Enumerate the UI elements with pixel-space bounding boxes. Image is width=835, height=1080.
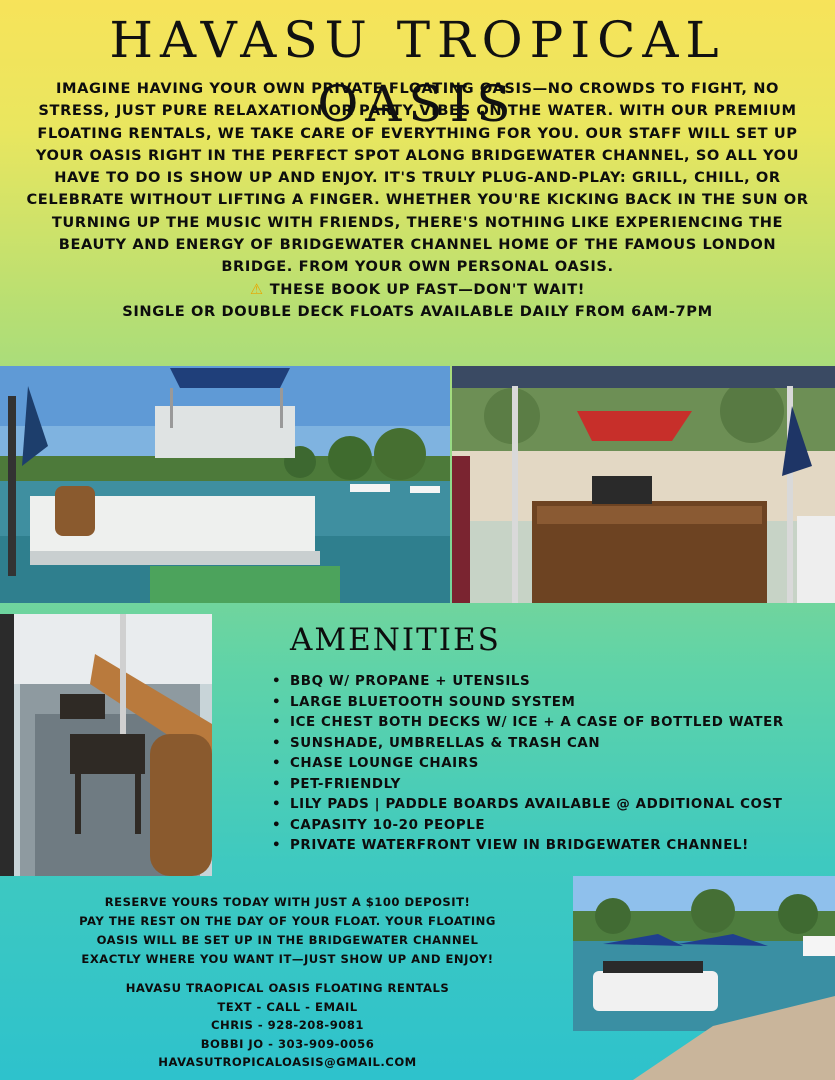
reserve-line: EXACTLY WHERE YOU WANT IT—JUST SHOW UP AND ENJOY!	[81, 952, 494, 966]
warning-line	[22, 279, 813, 301]
reserve-line: PAY THE REST ON THE DAY OF YOUR FLOAT. YOUR FLOATING	[79, 914, 496, 928]
bullet-icon: •	[272, 756, 282, 771]
intro-text	[22, 78, 813, 362]
bullet-icon: •	[272, 817, 282, 833]
upper-deck-bar-photo	[0, 614, 212, 876]
bullet-icon: •	[272, 797, 282, 812]
phone-bobbi: BOBBI JO - 303-909-0056	[200, 1036, 375, 1051]
availability-text: SINGLE OR DOUBLE DECK FLOATS AVAILABLE DAILY FROM 6AM-7PM	[122, 302, 713, 320]
bullet-icon: •	[272, 715, 282, 730]
list-item: • ICE CHEST BOTH DECKS W/ ICE + A CASE OF BOTTLED WATER	[272, 713, 817, 734]
double-deck-float-photo	[0, 366, 450, 603]
bullet-icon: •	[272, 674, 282, 689]
deck-grill-photo	[452, 366, 835, 603]
bullet-icon: •	[272, 838, 282, 853]
list-item: • SUNSHADE, UMBRELLAS & TRASH CAN	[272, 734, 817, 755]
list-item: • PRIVATE WATERFRONT VIEW IN BRIDGEWATER CHANNEL!	[272, 836, 817, 857]
list-item: • CHASE LOUNGE CHAIRS	[272, 754, 817, 775]
intro-paragraph: IMAGINE HAVING YOUR OWN PRIVATE FLOATING OASIS—NO CROWDS TO FIGHT, NO STRESS, JUST PURE RELAXATION OR PARTY VIBES ON THE WATER. WITH OUR PREMIUM FLOATING RENTALS, WE TAKE CARE OF EVERYTHING FOR YOU. OUR STAFF WILL SET UP YOUR OASIS RIGHT IN THE PERFECT SPOT ALONG BRIDGEWATER CHANNEL, SO ALL YOU HAVE TO DO IS SHOW UP AND ENJOY. IT'S TRULY PLUG-AND-PLAY: GRILL, CHILL, OR CELEBRATE WITHOUT LIFTING A FINGER. WHETHER YOU'RE KICKING BACK IN THE SUN OR TURNING UP THE MUSIC WITH FRIENDS, THERE'S NOTHING LIKE EXPERIENCING THE BEAUTY AND ENERGY OF BRIDGEWATER CHANNEL HOME OF THE FAMOUS LONDON BRIDGE. FROM YOUR OWN PERSONAL OASIS.	[26, 80, 809, 276]
warning-text: THESE BOOK UP FAST—DON'T WAIT!	[269, 280, 585, 298]
reserve-line: RESERVE YOURS TODAY WITH JUST A $100 DEPOSIT!	[104, 895, 471, 909]
bullet-icon: •	[272, 694, 282, 710]
bullet-icon: •	[272, 735, 282, 751]
list-item: • PET-FRIENDLY	[272, 775, 817, 796]
single-deck-float-photo	[573, 876, 835, 1080]
page-title: HAVASU TROPICAL OASIS	[109, 11, 726, 133]
contact-info	[40, 979, 535, 1072]
list-item: • LILY PADS | PADDLE BOARDS AVAILABLE @ ADDITIONAL COST	[272, 795, 817, 816]
amenities-list	[272, 672, 817, 857]
reserve-line: OASIS WILL BE SET UP IN THE BRIDGEWATER CHANNEL	[96, 933, 479, 947]
bullet-icon: •	[272, 776, 282, 792]
reserve-info	[40, 893, 535, 969]
email-address: HAVASUTROPICALOASIS@GMAIL.COM	[158, 1055, 417, 1070]
warning-icon: ⚠	[250, 280, 264, 298]
company-name: HAVASU TRAOPICAL OASIS FLOATING RENTALS	[125, 981, 450, 995]
list-item: • CAPASITY 10-20 PEOPLE	[272, 816, 817, 837]
list-item: • LARGE BLUETOOTH SOUND SYSTEM	[272, 693, 817, 714]
list-item: • BBQ W/ PROPANE + UTENSILS	[272, 672, 817, 693]
amenities-heading: AMENITIES	[290, 622, 501, 658]
contact-methods: TEXT - CALL - EMAIL	[217, 999, 358, 1014]
phone-chris: CHRIS - 928-208-9081	[211, 1018, 364, 1033]
